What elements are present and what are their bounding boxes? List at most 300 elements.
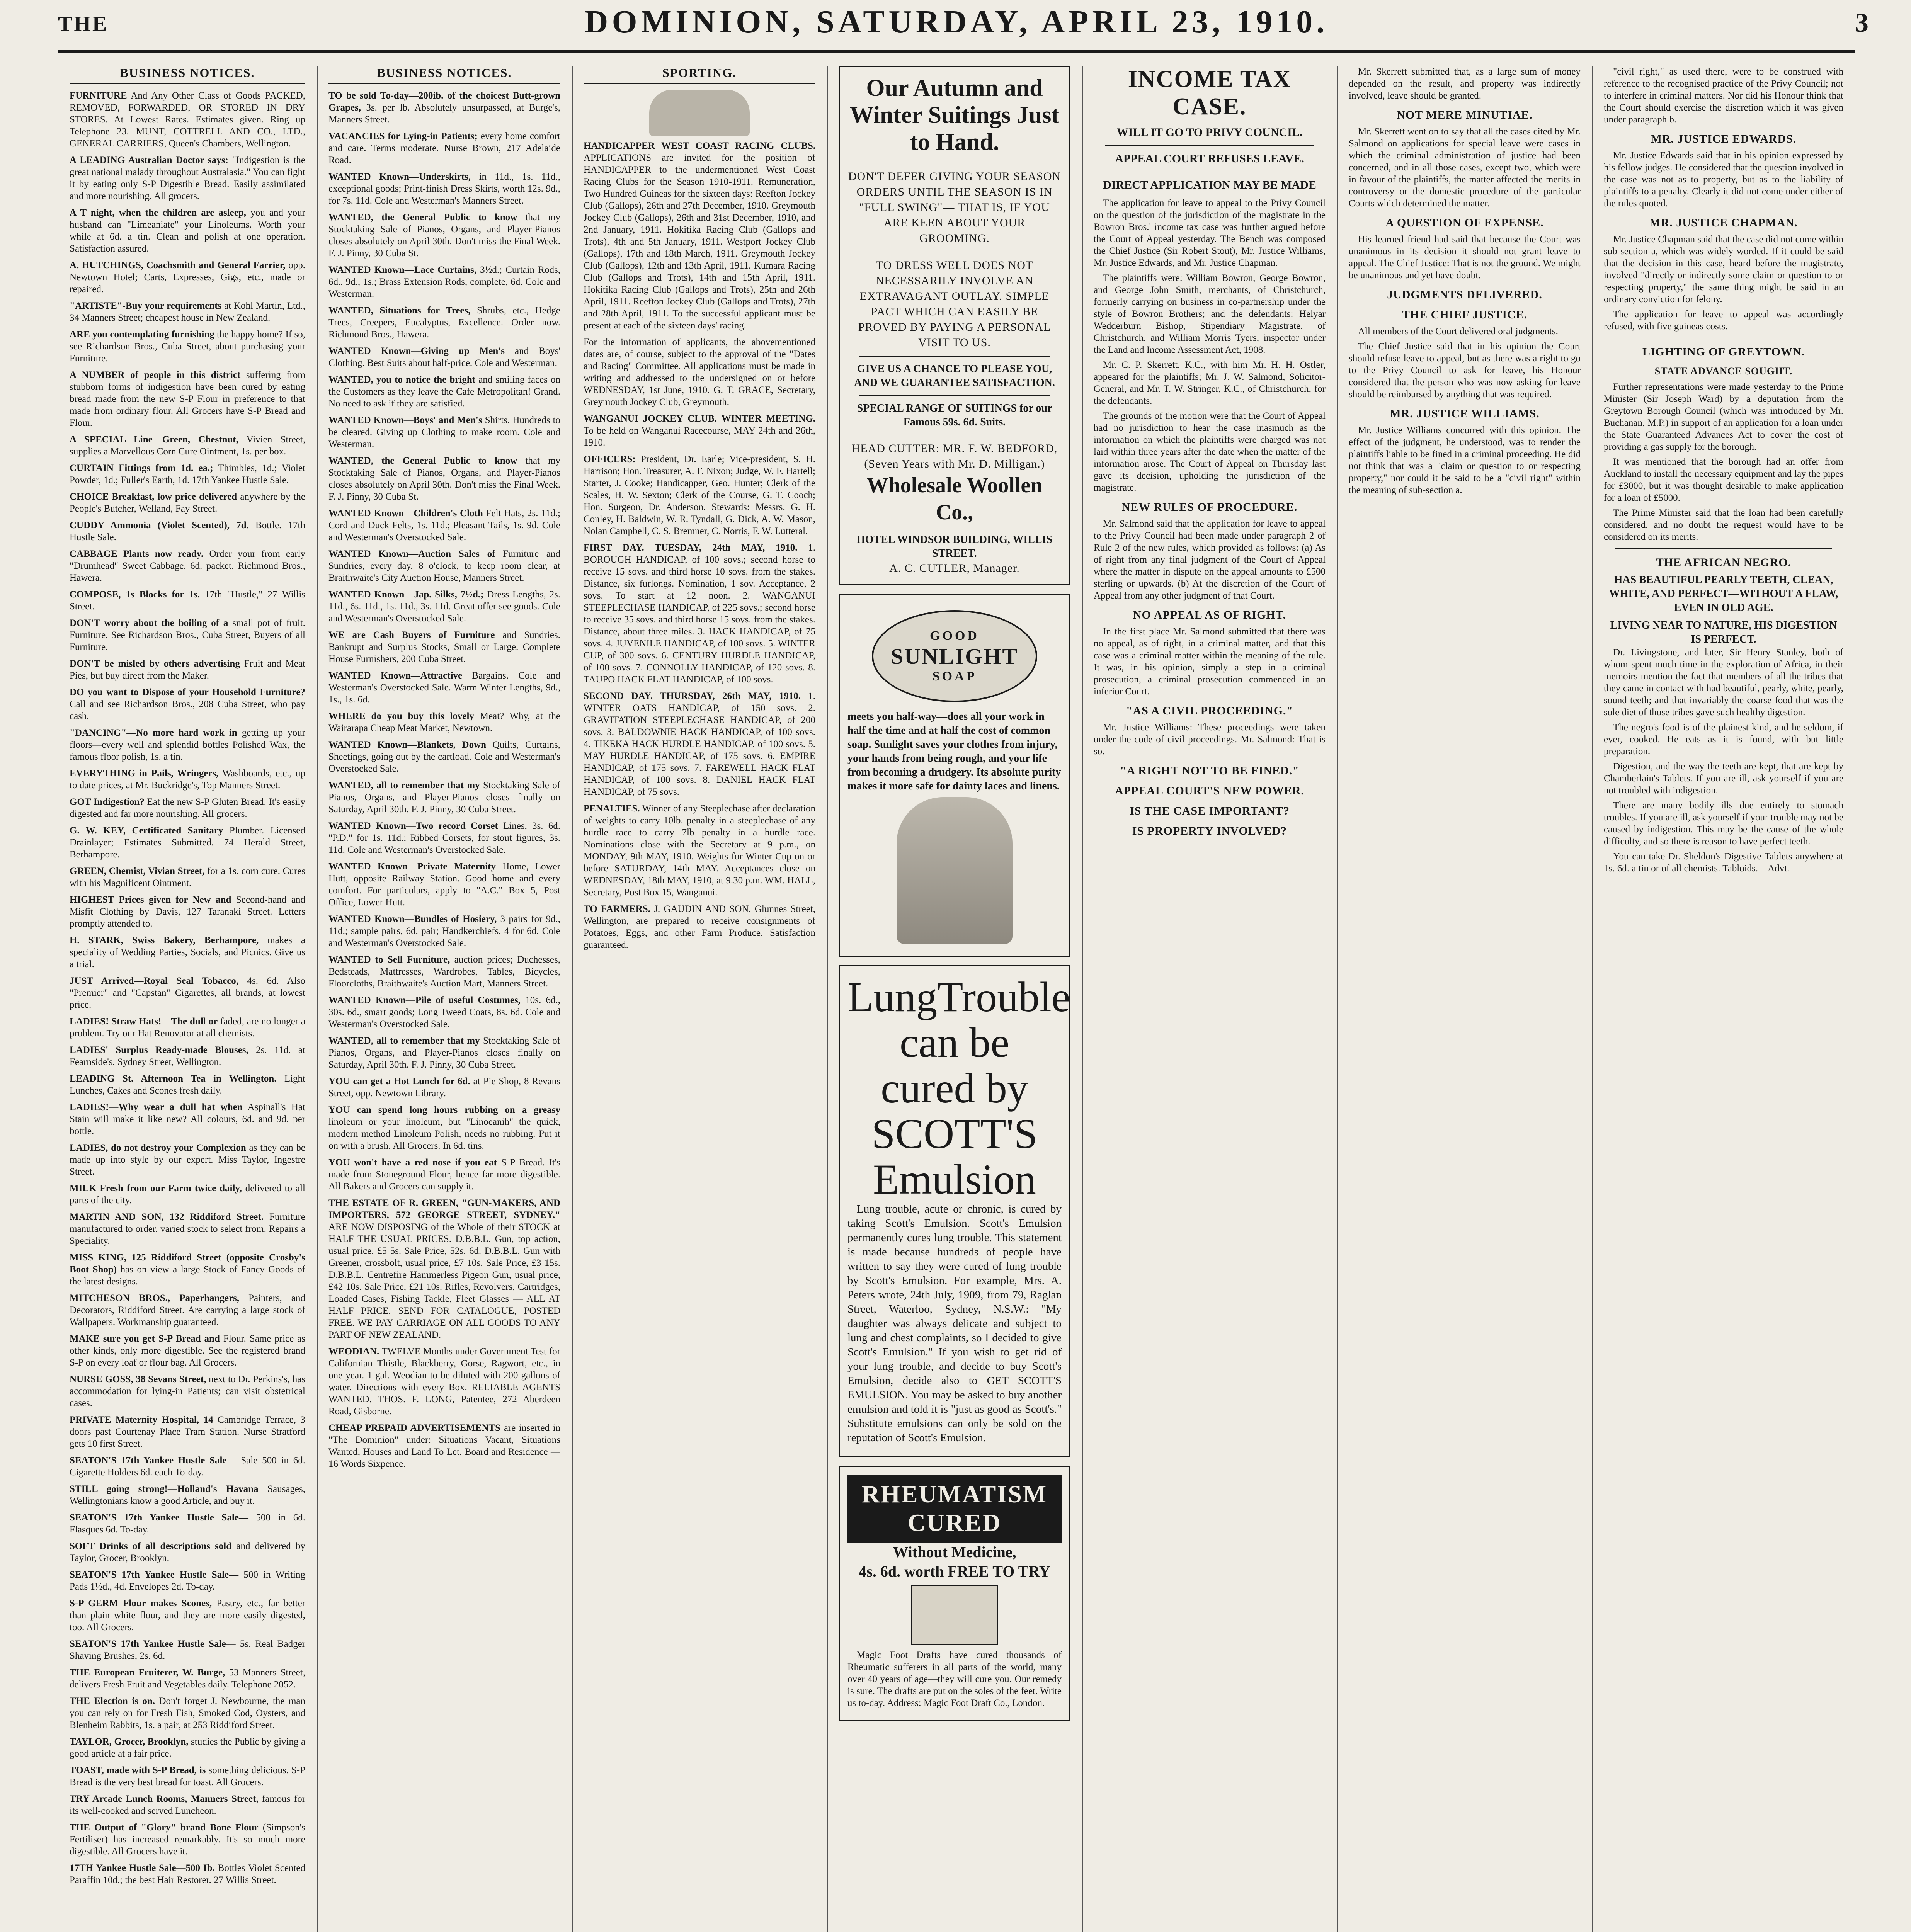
subsection-heading: MR. JUSTICE WILLIAMS. (1390, 407, 1540, 420)
paragraph: His learned friend had said that because the Court was unanimous in its decision it should not grant leave to appeal. The Chief Justice: That is not the ground. We might be unanimous and yet have doubt. (1349, 234, 1581, 281)
article-subheading: APPEAL COURT REFUSES LEAVE. (1115, 152, 1304, 165)
notice-lead: TRY Arcade Lunch Rooms, Manners Street, (70, 1794, 259, 1804)
paragraph: The Prime Minister said that the loan had been carefully considered, and no doubt the request would have to be considered on its merits. (1604, 508, 1843, 542)
notice-lead: EVERYTHING in Pails, Wringers, (70, 768, 219, 779)
ad-special: SPECIAL RANGE OF SUITINGS for our Famous 59s. 6d. Suits. (857, 402, 1052, 428)
notice-text: Shrubs, etc., Hedge Trees, Creepers, Eucalyptus, Excellence. Order now. Richmond Bros., Hawera. (328, 305, 560, 340)
notice-text: 53 Manners Street, delivers Fresh Fruit and Vegetables daily. Telephone 2052. (70, 1667, 305, 1690)
notice-text: famous for its well-cooked and served Luncheon. (70, 1794, 305, 1816)
article-subheading: WILL IT GO TO PRIVY COUNCIL. (1116, 126, 1303, 139)
masthead-title: DOMINION, SATURDAY, APRIL 23, 1910. (584, 4, 1329, 40)
notice-item (328, 739, 560, 775)
notice-text: Felt Hats, 2s. 11d.; Cord and Duck Felts, 1s. 11d.; Pleasant Tails, 1s. 9d. Cole and Westerman's Overstocked Sale. (328, 508, 560, 543)
ad-offer: GIVE US A CHANCE TO PLEASE YOU, AND WE GUARANTEE SATISFACTION. (854, 363, 1055, 389)
notice-text: you and your husband can "Limeaniate" your Linoleums. Worth your while at 6d. a tin. Clean and polish at one operation. Satisfaction assured. (70, 207, 305, 254)
notice-item (70, 1862, 305, 1886)
notice-text: Plumber. Licensed Drainlayer; Estimates Submitted. 74 Herald Street, Berhampore. (70, 825, 305, 860)
notice-text: faded, are no longer a problem. Try our Hat Renovator at all chemists. (70, 1016, 305, 1039)
negro-subheading-2: LIVING NEAR TO NATURE, HIS DIGESTION IS PERFECT. (1610, 619, 1837, 645)
notice-text: the happy home? If so, see Richardson Bros., Cuba Street, about purchasing your Furniture. (70, 329, 305, 364)
notice-lead: FURNITURE (70, 90, 127, 101)
notice-lead: CABBAGE Plants now ready. (70, 549, 204, 559)
notice-text: every home comfort and care. Terms moderate. Nurse Brown, 217 Adelaide Road. (328, 131, 560, 165)
notice-text: TWELVE Months under Government Test for Californian Thistle, Blackberry, Gorse, Ragwort, etc., in one year. 1 gal. Weodian to be diluted with 200 gallons of water. Directions with every Box. RELIABLE AGENTS WANTED. THOS. F. LONG, Patentee, 272 Aberdeen Road, Gisborne. (328, 1346, 560, 1417)
ad-manager: A. C. CUTLER, Manager. (889, 562, 1020, 575)
notice-lead: TO FARMERS. (584, 904, 650, 914)
notice-item (584, 542, 815, 685)
notice-item (70, 825, 305, 861)
notice-item (70, 434, 305, 457)
notice-lead: WANTED Known—Two record Corset (328, 821, 498, 831)
notice-text: next to Dr. Perkins's, has accommodation for lying-in Patients; can visit obstetrical cases. (70, 1374, 305, 1408)
subsection-heading: IS PROPERTY INVOLVED? (1132, 825, 1287, 837)
notice-item (70, 617, 305, 653)
notice-lead: WANTED Known—Bundles of Hosiery, (328, 914, 497, 924)
notice-item (328, 171, 560, 207)
notice-text: small pot of fruit. Furniture. See Richardson Bros., Cuba Street, Buyers of all Furniture. (70, 618, 305, 652)
rheum-title: RHEUMATISM CURED (847, 1475, 1062, 1543)
notice-lead: CUDDY Ammonia (Violet Scented), 7d. (70, 520, 249, 531)
notice-text: Sale 500 in 6d. Cigarette Holders 6d. each To-day. (70, 1455, 305, 1478)
notice-text: Bottle. 17th Hustle Sale. (70, 520, 305, 543)
laundry-figure-illustration (897, 797, 1013, 944)
paragraph: Mr. Skerrett went on to say that all the cases cited by Mr. Salmond on applications for special leave were cases in which the criminal administration of justice had been concerned, and in all those cases, except two, which were in favour of the plaintiffs, the matter affected the merits in controversy or the domestic procedure of the particular Courts which determined the matter. (1349, 126, 1581, 209)
notice-item (70, 1695, 305, 1731)
notice-text: Painters, and Decorators, Riddiford Street. Are carrying a large stock of Wallpapers. Workmanship guaranteed. (70, 1293, 305, 1327)
notice-lead: GREEN, Chemist, Vivian Street, (70, 866, 205, 876)
column-income-tax-case (1094, 66, 1326, 1932)
notice-text: 5s. Real Badger Shaving Brushes, 2s. 6d. (70, 1639, 305, 1661)
notice-text: 500 in 6d. Flasques 6d. To-day. (70, 1512, 305, 1535)
notice-lead: WANTED, the General Public to know (328, 212, 517, 223)
notice-item (70, 1638, 305, 1662)
notice-text: at Pie Shop, 8 Revans Street, opp. Newtown Library. (328, 1076, 560, 1099)
notice-item (584, 903, 815, 951)
notice-lead: THE Election is on. (70, 1696, 155, 1706)
notice-item (328, 211, 560, 259)
notice-text: 3½d.; Curtain Rods, 6d., 9d., 1s.; Brass Extension Rods, complete, 6d. Cole and Westerman. (328, 265, 560, 299)
notice-item (328, 1075, 560, 1099)
paragraph: It was mentioned that the borough had an offer from Auckland to install the necessary equipment and lay the pipes for £3000, but it was thought desirable to make application for a loan of £5000. (1604, 457, 1843, 503)
ad-rule (859, 356, 1050, 357)
notice-text: Second-hand and Misfit Clothing by Davis, 127 Taranaki Street. Letters promptly attended to. (70, 895, 305, 929)
paragraph: Further representations were made yesterday to the Prime Minister (Sir Joseph Ward) by a deputation from the Greytown Borough Council (which was introduced by Mr. Buchanan, M.P.) in support of an application for a loan under the State Guaranteed Advances Act to cover the cost of providing a gas supply for the borough. (1604, 382, 1843, 452)
subsection-heading: MR. JUSTICE CHAPMAN. (1649, 216, 1798, 229)
notice-lead: WANTED, all to remember that my (328, 780, 480, 791)
ad-body: DON'T DEFER GIVING YOUR SEASON ORDERS UNTIL THE SEASON IS IN "FULL SWING"— THAT IS, IF YOU ARE KEEN ABOUT YOUR GROOMING. (848, 170, 1061, 245)
subsection-heading: NOT MERE MINUTIAE. (1397, 109, 1533, 121)
notice-lead: WANTED Known—Auction Sales of (328, 549, 495, 559)
notice-item (328, 913, 560, 949)
notice-item (584, 140, 815, 332)
notice-lead: CHOICE Breakfast, low price delivered (70, 492, 237, 502)
notice-lead: CHEAP PREPAID ADVERTISEMENTS (328, 1423, 501, 1433)
column-business-notices-1 (70, 66, 305, 1932)
notice-item (70, 658, 305, 682)
scott-body: Lung trouble, acute or chronic, is cured by taking Scott's Emulsion. Scott's Emulsion permanently cures lung trouble. This statement is made because hundreds of people have written to say they were cured of lung trouble by Scott's Emulsion. For example, Mrs. A. Peters wrote, 24th July, 1909, from 79, Raglan Street, Waterloo, Sydney, N.S.W.: "My daughter was always delicate and subject to lung and chest complaints, so I decided to give Scott's Emulsion." If you wish to get rid of your lung trouble, and decide to buy Scott's Emulsion, decide also to GET SCOTT'S EMULSION. You may be asked to buy another emulsion and told it is "just as good as Scott's." Substitute emulsions can only be sold on the reputation of Scott's Emulsion. (847, 1203, 1062, 1444)
notice-lead: ARE you contemplating furnishing (70, 329, 214, 340)
notice-item (70, 90, 305, 150)
notice-lead: GOT Indigestion? (70, 797, 145, 807)
notice-item (328, 588, 560, 624)
notice-item (70, 1142, 305, 1178)
notice-text: delivered to all parts of the city. (70, 1183, 305, 1206)
notice-item (70, 1211, 305, 1247)
masthead (0, 0, 1911, 46)
notice-lead: WANTED, the General Public to know (328, 456, 517, 466)
notice-lead: THE Output of "Glory" brand Bone Flour (70, 1822, 259, 1833)
paragraph: "civil right," as used there, were to be construed with reference to the recognised practice of the Privy Council; not to interfere in criminal matters. Nor did his Honour think that the Court should exercise the discretion which it was given under paragraph b. (1604, 66, 1843, 125)
notice-item (70, 259, 305, 295)
notice-item (70, 1292, 305, 1328)
notice-lead: WEODIAN. (328, 1346, 379, 1357)
notice-item (70, 796, 305, 820)
notice-lead: CURTAIN Fittings from 1d. ea.; (70, 463, 213, 473)
notice-text: Sausages, Wellingtonians know a good Article, and buy it. (70, 1484, 305, 1506)
notice-text: ARE NOW DISPOSING of the Whole of their STOCK at HALF THE USUAL PRICES. D.B.B.L. Gun, top action, usual price, £5 5s. Sale Price, 52s. 6d. D.B.B.L. Gun with Greener, crossbolt, usual price, £7 10s. Sale Price, £3 15s. D.B.B.L. Centrefire Hammerless Pigeon Gun, usual price, £42 10s. Sale Price, £21 10s. Rifles, Revolvers, Cartridges, Loaded Cases, Fishing Tackle, Fleet Glasses — ALL AT HALF PRICE. SEND FOR CATALOGUE, POSTED FREE. WE PAY CARRIAGE ON ALL GOODS TO ANY PART OF NEW ZEALAND. (328, 1222, 560, 1340)
notice-item (584, 803, 815, 898)
notice-lead: LADIES, do not destroy your Complexion (70, 1143, 246, 1153)
notice-text: S-P Bread. It's made from Stoneground Flour, hence far more digestible. All Bakers and Grocers can supply it. (328, 1157, 560, 1192)
notice-lead: TAYLOR, Grocer, Brooklyn, (70, 1736, 189, 1747)
notice-text: For the information of applicants, the abovementioned dates are, of course, subject to the approval of the "Dates and Racing" Committee. All applications must be made in writing and addressed to the undersigned on or before WEDNESDAY, 1st June, 1910. G. T. GRACE, Secretary, Greymouth Jockey Club, Greymouth. (584, 337, 815, 407)
notice-item (70, 865, 305, 889)
notice-list (328, 90, 560, 1470)
subsection-heading: MR. JUSTICE EDWARDS. (1651, 133, 1797, 145)
notice-text: Order your from early "Drumhead" Sweet Cabbage, 6d. packet. Richmond Bros., Hawera. (70, 549, 305, 583)
page-number: 3 (1855, 8, 1868, 38)
article-body (1349, 66, 1581, 496)
notice-text: something delicious. S-P Bread is the very best bread for toast. All Grocers. (70, 1765, 305, 1787)
column-business-notices-2 (328, 66, 560, 1932)
column-divider (1592, 66, 1593, 1932)
notice-text: J. GAUDIN AND SON, Glunnes Street, Wellington, are prepared to receive consignments of Potatoes, Eggs, and other Farm Produce. Satisfaction guaranteed. (584, 904, 815, 950)
article-headline: INCOME TAX CASE. (1128, 66, 1292, 120)
notice-item (328, 507, 560, 543)
notice-item (70, 934, 305, 970)
rheum-price: 4s. 6d. worth FREE TO TRY (859, 1563, 1050, 1580)
notice-item (70, 300, 305, 324)
notice-item (328, 779, 560, 815)
notice-item (70, 1252, 305, 1287)
notice-lead: "DANCING"—No more hard work in (70, 728, 237, 738)
notice-item (70, 154, 305, 202)
rheum-body: Magic Foot Drafts have cured thousands of Rheumatic sufferers in all parts of the world, many over 40 years of age—they will cure you. Our remedy is sure. The drafts are put on the soles of the feet. Write us to-day. Address: Magic Foot Draft Co., London. (847, 1650, 1062, 1708)
notice-text: Meat? Why, at the Wairarapa Cheap Meat Market, Newtown. (328, 711, 560, 733)
notice-text: Stocktaking Sale of Pianos, Organs, and Player-Pianos closes finally on Saturday, April 30th. F. J. Pinny, 30 Cuba Street. (328, 780, 560, 815)
notice-item (328, 820, 560, 856)
notice-item (328, 629, 560, 665)
notice-item (70, 1101, 305, 1137)
notice-lead: WE are Cash Buyers of Furniture (328, 630, 495, 640)
soap-brand: SUNLIGHT (890, 643, 1019, 669)
notice-lead: HANDICAPPER WEST COAST RACING CLUBS. (584, 141, 815, 151)
notice-lead: WANTED Known—Lace Curtains, (328, 265, 476, 275)
notice-lead: PENALTIES. (584, 803, 640, 814)
notice-text: and Boys' Clothing. Best Suits about half-price. Cole and Westerman. (328, 346, 560, 368)
foot-draft-package-illustration (911, 1585, 998, 1645)
notice-item (70, 1764, 305, 1788)
paragraph: Mr. Justice Chapman said that the case did not come within sub-section a, which was widely worded. If it could be said that the decision in this case, heard before the magistrate, involved "directly or indirectly some claim or question to or respecting property," the same thing might be said in an ordinary conviction for felony. (1604, 234, 1843, 304)
notice-text: that my Stocktaking Sale of Pianos, Organs, and Player-Pianos closes absolutely on April 30th. Don't miss the Final Week. F. J. Pinny, 30 Cuba St. (328, 456, 560, 502)
notice-text: Eat the new S-P Gluten Bread. It's easily digested and far more nourishing. All grocers. (70, 797, 305, 819)
notice-text: anywhere by the People's Butcher, Welland, Fay Street. (70, 492, 305, 514)
notice-item (70, 588, 305, 612)
notice-text: Pastry, etc., far better than plain white flour, and they are more easily digested, too. All Grocers. (70, 1598, 305, 1633)
masthead-the: THE (58, 12, 109, 36)
notice-lead: MAKE sure you get S-P Bread and (70, 1333, 220, 1344)
notice-text: Call and see Richardson Bros., 208 Cuba Street, who pay cash. (70, 699, 305, 721)
subsection-heading: "AS A CIVIL PROCEEDING." (1126, 704, 1293, 717)
notice-lead: WANTED Known—Underskirts, (328, 172, 471, 182)
notice-item (70, 1483, 305, 1507)
paragraph: The application for leave to appeal was accordingly refused, with five guineas costs. (1604, 309, 1843, 332)
notice-text: APPLICATIONS are invited for the position of HANDICAPPER to the undermentioned West Coast Racing Clubs for the Season 1910-1911. Remuneration, Two Hundred Guineas for the sixteen days: Reefton Jockey Club (Gallops), 26th and 27th December, 1910. Greymouth Jockey Club (Gallops), 26th and 31st December, 1910, and 2nd January, 1911. Hokitika Racing Club (Gallops and Trots), 4th and 5th January, 1911. Westport Jockey Club (Gallops), 17th and 18th March, 1911. Greymouth Jockey Club (Gallops), 12th and 13th April, 1911. Kumara Racing Club (Gallops and Trots), 14th and 15th April, 1911. Hokitika Racing Club (Gallops and Trots), 25th and 26th April, 1911. Reefton Jockey Club (Gallops and Trots), 27th and 28th April, 1911. To the successful applicant must be present at each of the sixteen days' racing. (584, 153, 815, 331)
notice-lead: WANTED Known—Children's Cloth (328, 508, 483, 519)
notice-list (70, 90, 305, 1886)
notice-lead: DON'T be misled by others advertising (70, 658, 240, 669)
column-divider (1337, 66, 1338, 1932)
subsection-heading: APPEAL COURT'S NEW POWER. (1115, 784, 1305, 797)
ad-rule (859, 395, 1050, 396)
notice-item (328, 1345, 560, 1417)
subsection-heading: NEW RULES OF PROCEDURE. (1121, 501, 1298, 514)
section-heading: BUSINESS NOTICES. (70, 66, 305, 84)
soap-good: GOOD (930, 628, 979, 643)
paragraph: The negro's food is of the plainest kind, and he seldom, if ever, cooked. He eats as it is found, with but little preparation. (1604, 722, 1843, 757)
paragraph: Mr. Skerrett submitted that, as a large sum of money depended on the result, and property was indirectly involved, leave should be granted. (1349, 66, 1581, 101)
sunlight-soap-advertisement (839, 594, 1070, 957)
notice-text: "Indigestion is the great national malady throughout Australasia." You can fight it by eating only S-P Digestible Bread. Easily assimilated and more nourishing. All grocers. (70, 155, 305, 201)
section-heading: BUSINESS NOTICES. (328, 66, 560, 84)
notice-lead: LADIES! Straw Hats!—The dull or (70, 1016, 218, 1027)
ad-title: Our Autumn and Winter Suitings Just to Hand. (849, 75, 1060, 155)
notice-text: Lines, 3s. 6d. "P.D." for 1s. 11d.; Ribbed Corsets, for stout figures, 3s. 11d. Cole and Westerman's Overstocked Sale. (328, 821, 560, 855)
negro-headline: THE AFRICAN NEGRO. (1656, 556, 1792, 569)
notice-lead: SEATON'S 17th Yankee Hustle Sale— (70, 1455, 237, 1466)
notice-item (70, 1821, 305, 1857)
notice-item (328, 1197, 560, 1341)
notice-text: Flour. Same price as other kinds, only more digestible. See the registered brand S-P on every loaf or flour bag. All Grocers. (70, 1333, 305, 1368)
notice-lead: SEATON'S 17th Yankee Hustle Sale— (70, 1512, 248, 1523)
notice-item (70, 207, 305, 255)
racehorse-illustration (649, 90, 750, 136)
notice-lead: OFFICERS: (584, 454, 636, 464)
notice-lead: WANTED Known—Pile of useful Costumes, (328, 995, 521, 1005)
notice-lead: MITCHESON BROS., Paperhangers, (70, 1293, 240, 1303)
notice-item (328, 90, 560, 126)
notice-text: Don't forget J. Newbourne, the man you can rely on for Fresh Fish, Smoked Cod, Oysters, and Blenheim Rabbits, 1s. a pair, at 253 Riddiford Street. (70, 1696, 305, 1730)
column-income-tax-continued (1349, 66, 1581, 1932)
notice-lead: PRIVATE Maternity Hospital, 14 (70, 1415, 213, 1425)
notice-lead: MISS KING, 125 Riddiford Street (opposite Crosby's Boot Shop) (70, 1252, 305, 1275)
notice-lead: SEATON'S 17th Yankee Hustle Sale— (70, 1570, 239, 1580)
notice-item (70, 975, 305, 1011)
notice-text: linoleum or your linoleum, but "Linoeanih" the quick, modern method Linoleum Polish, needs no rubbing. Put it on with a brush. All Grocers. In 6d. tins. (328, 1117, 560, 1151)
notice-item (70, 519, 305, 543)
notice-lead: WANTED Known—Blankets, Down (328, 740, 487, 750)
notice-text: for a 1s. corn cure. Cures with his Magnificent Ointment. (70, 866, 305, 888)
notice-item (70, 1793, 305, 1817)
notice-text: and delivered by Taylor, Grocer, Brooklyn. (70, 1541, 305, 1563)
notice-item (70, 328, 305, 364)
notice-text: Aspinall's Hat Stain will make it like new? All colours, 6d. and 9d. per bottle. (70, 1102, 305, 1136)
subsection-heading: "A RIGHT NOT TO BE FINED." (1120, 764, 1299, 777)
notice-item (584, 336, 815, 408)
notice-lead: WANTED, you to notice the bright (328, 374, 476, 385)
notice-item (328, 130, 560, 166)
column-divider (827, 66, 828, 1932)
notice-lead: THE ESTATE OF R. GREEN, "GUN-MAKERS, AND IMPORTERS, 572 GEORGE STREET, SYDNEY." (328, 1198, 560, 1220)
notice-lead: FIRST DAY. TUESDAY, 24th MAY, 1910. (584, 543, 798, 553)
top-rule (58, 50, 1855, 53)
ad-firm-name: Wholesale Woollen Co., (866, 473, 1043, 524)
rheum-subtitle: Without Medicine, (893, 1543, 1016, 1561)
notice-lead: HIGHEST Prices given for New and (70, 895, 231, 905)
article-body (1094, 197, 1326, 838)
notice-lead: WHERE do you buy this lovely (328, 711, 474, 721)
notice-lead: WANTED Known—Boys' and Men's (328, 415, 482, 425)
ad-address: HOTEL WINDSOR BUILDING, WILLIS STREET. (856, 534, 1053, 560)
notice-text: and Sundries. Bankrupt and Surplus Stocks, Small or Large. Complete House Furnishers, 200 Cuba Street. (328, 630, 560, 664)
notice-lead: YOU can spend long hours rubbing on a greasy (328, 1105, 560, 1115)
notice-text: 3 pairs for 9d., 11d.; sample pairs, 6d. pair; Handkerchiefs, 4 for 6d. Cole and Westerman's Overstocked Sale. (328, 914, 560, 948)
notice-text: (Simpson's Fertiliser) has increased remarkably. It's so much more digestible. All Grocers have it. (70, 1822, 305, 1857)
notice-lead: SECOND DAY. THURSDAY, 26th MAY, 1910. (584, 691, 801, 701)
notice-item (328, 264, 560, 300)
notice-lead: S-P GERM Flour makes Scones, (70, 1598, 212, 1609)
soap-body: meets you half-way—does all your work in half the time and at half the cost of common soap. Sunlight saves your clothes from injury, your hands from being rough, and your life from becoming a drudgery. Its absolute purity makes it more safe for dainty laces and linens. (847, 711, 1061, 792)
notice-text: Stocktaking Sale of Pianos, Organs, and Player-Pianos closes finally on Saturday, April 30th. F. J. Pinny, 30 Cuba Street. (328, 1036, 560, 1070)
notice-lead: A T night, when the children are asleep, (70, 207, 247, 218)
notice-item (584, 690, 815, 798)
notice-text: President, Dr. Earle; Vice-president, S. H. Harrison; Hon. Treasurer, A. F. Nixon; Judge, W. F. Hartell; Starter, J. Cooke; Handicapper, Geo. Hunter; Clerk of the Scales, H. W. Sexton; Clerk of the Course, G. T. Cooch; Hon. Surgeon, Dr. Anderson. Stewards: Messrs. G. H. Conley, H. Baldwin, W. R. Tyndall, G. Dick, A. W. Mason, Nolan Campbell, C. S. Bremner, C. Norris, F. W. Lutteral. (584, 454, 815, 536)
notice-item (328, 670, 560, 706)
notice-text: Cambridge Terrace, 3 doors past Courtenay Place Tram Station. Nurse Stratford gets 10 first Street. (70, 1415, 305, 1449)
notice-item (70, 1512, 305, 1536)
notice-text: Bottles Violet Scented Paraffin 10d.; the best Hair Restorer. 27 Willis Street. (70, 1863, 305, 1885)
scott-title: LungTrouble can be cured by SCOTT'S Emulsion (847, 973, 1070, 1203)
notice-lead: LEADING St. Afternoon Tea in Wellington. (70, 1073, 277, 1084)
paragraph: Mr. C. P. Skerrett, K.C., with him Mr. H. H. Ostler, appeared for the plaintiffs; Mr. J. W. Salmond, Solicitor-General, and Mr. T. W. Stringer, K.C., of Christchurch, for the defendants. (1094, 360, 1326, 406)
notice-text: makes a speciality of Wedding Parties, Socials, and Picnics. Give us a trial. (70, 935, 305, 969)
notice-lead: WANTED Known—Private Maternity (328, 861, 496, 872)
ad-cutter: HEAD CUTTER: MR. F. W. BEDFORD, (Seven Years with Mr. D. Milligan.) (851, 442, 1058, 470)
notice-item (328, 548, 560, 584)
notice-text: Fruit and Meat Pies, but buy direct from the Maker. (70, 658, 305, 681)
notice-item (584, 453, 815, 537)
paragraph: The plaintiffs were: William Bowron, George Bowron, and George John Smith, merchants, of Christchurch, formerly carrying on business in co-partnership under the style of Bowron Brothers; and the defendants: Helyar Wedderburn Bishop, Stipendiary Magistrate, of Christchurch, and William Morris Tyers, inspector under the Land and Income Assessment Act, 1908. (1094, 273, 1326, 355)
notice-lead: SEATON'S 17th Yankee Hustle Sale— (70, 1639, 236, 1649)
notice-item (70, 491, 305, 515)
notice-lead: COMPOSE, 1s Blocks for 1s. (70, 589, 200, 600)
notice-text: Furniture and Sundries, every day, 8 o'clock, to keep room clear, at Braithwaite's City Auction House, Manners Street. (328, 549, 560, 583)
column-judgments-and-news (1604, 66, 1843, 1932)
paragraph: Mr. Salmond said that the application for leave to appeal to the Privy Council had been made under paragraph 2 of Rule 2 of the new rules, which provided as follows: (a) As of right from any final judgment of the Court of Appeal where the matter in dispute on the appeal amounts to £500 sterling or upwards. (b) At the discretion of the Court of Appeal from any other judgment of that Court. (1094, 519, 1326, 601)
notice-lead: TO be sold To-day—200ib. of the choicest Butt-grown Grapes, (328, 90, 560, 113)
notice-item (70, 1073, 305, 1097)
notice-item (328, 994, 560, 1030)
soap-label: SOAP (932, 669, 977, 684)
notice-lead: A. HUTCHINGS, Coachsmith and General Farrier, (70, 260, 286, 270)
notice-text: Light Lunches, Cakes and Scones fresh daily. (70, 1073, 305, 1096)
notice-text: suffering from stubborn forms of indigestion have been cured by eating bread made from the new S-P Flour in preference to that made from ordinary flour. All Grocers have S-P Bread and Flour. (70, 370, 305, 428)
notice-item (70, 894, 305, 930)
notice-item (328, 1035, 560, 1071)
notice-lead: WANTED to Sell Furniture, (328, 954, 450, 965)
notice-item (328, 455, 560, 503)
article-body (1604, 66, 1843, 332)
notice-text: 3s. per lb. Absolutely unsurpassed, at Burge's, Manners Street. (328, 102, 560, 125)
notice-lead: DON'T worry about the boiling of a (70, 618, 228, 628)
notice-text: studies the Public by giving a good article at a fair price. (70, 1736, 305, 1759)
paragraph: Mr. Justice Williams: These proceedings were taken under the code of civil proceedings. Mr. Salmond: That is so. (1094, 722, 1326, 757)
subsection-heading: JUDGMENTS DELIVERED. (1387, 288, 1542, 301)
notice-list (584, 140, 815, 951)
subsection-heading: THE CHIEF JUSTICE. (1402, 308, 1528, 321)
subsection-heading: NO APPEAL AS OF RIGHT. (1133, 609, 1286, 621)
ad-body: TO DRESS WELL DOES NOT NECESSARILY INVOLVE AN EXTRAVAGANT OUTLAY. SIMPLE PACT WHICH CAN EASILY BE PROVED BY PAYING A PERSONAL VISIT TO US. (858, 259, 1051, 349)
subsection-heading: IS THE CASE IMPORTANT? (1129, 804, 1290, 817)
notice-item (70, 1015, 305, 1039)
article-rule (1615, 548, 1832, 549)
notice-lead: WANTED, all to remember that my (328, 1036, 480, 1046)
notice-lead: A NUMBER of people in this district (70, 370, 241, 380)
column-advertisements (839, 66, 1070, 1932)
paragraph: There are many bodily ills due entirely to stomach troubles. If you are ill, ask yourself if your trouble may not be caused by indigestion. This may be the cause of the whole difficulty, and so there is reason to have perfect teeth. (1604, 800, 1843, 847)
notice-text: Thimbles, 1d.; Violet Powder, 1d.; Fuller's Earth, 1d. 17th Yankee Hustle Sale. (70, 463, 305, 485)
notice-item (70, 1414, 305, 1450)
notice-lead: A LEADING Australian Doctor says: (70, 155, 228, 165)
notice-lead: WANTED Known—Giving up Men's (328, 346, 505, 356)
notice-text: Shirts. Hundreds to be cleared. Giving up Clothing to make room. Cole and Westerman. (328, 415, 560, 449)
paragraph: Mr. Justice Williams concurred with this opinion. The effect of the judgment, he understood, was to render the plaintiffs liable to be fined in a criminal proceeding. He did not think that was a "claim or question to or respecting property," nor could it be said to be a "civil right" within the meaning of sub-section a. (1349, 425, 1581, 495)
notice-item (70, 548, 305, 584)
notice-item (328, 1104, 560, 1152)
notice-item (70, 767, 305, 791)
notice-lead: THE European Fruiterer, W. Burge, (70, 1667, 225, 1678)
notice-lead: DO you want to Dispose of your Household Furniture? (70, 687, 305, 697)
notice-lead: JUST Arrived—Royal Seal Tobacco, (70, 976, 239, 986)
notice-text: Quilts, Curtains, Sheetings, going out by the cartload. Cole and Westerman's Overstocked Sale. (328, 740, 560, 774)
notice-lead: WANGANUI JOCKEY CLUB. WINTER MEETING. (584, 413, 815, 424)
notice-text: And Any Other Class of Goods PACKED, REMOVED, FORWARDED, OR STORED IN DRY STORES. At Lowest Rates. Estimates given. Ring up Telephone 23. MUNT, COTTRELL AND CO., LTD., GENERAL CARRIERS, Queen's Chambers, Wellington. (70, 90, 305, 149)
notice-text: getting up your floors—every well and splendid bottles Polished Wax, the famous floor polish, 1s. a tin. (70, 728, 305, 762)
notice-text: 4s. 6d. Also "Premier" and "Capstan" Cigarettes, all brands, at lowest price. (70, 976, 305, 1010)
notice-text: that my Stocktaking Sale of Pianos, Organs, and Player-Pianos closes absolutely on April 30th. Don't miss the Final Week. F. J. Pinny, 30 Cuba St. (328, 212, 560, 259)
notice-lead: 17TH Yankee Hustle Sale—500 Ib. (70, 1863, 215, 1873)
soap-bar-illustration (872, 610, 1037, 702)
notice-text: in 11d., 1s. 11d., exceptional goods; Print-finish Dress Skirts, worth 12s. 9d., for 7s. 11d. Cole and Westerman's Manners Street. (328, 172, 560, 206)
notice-lead: YOU won't have a red nose if you eat (328, 1157, 497, 1168)
notice-item (328, 1422, 560, 1470)
notice-item (70, 686, 305, 722)
notice-lead: WANTED Known—Attractive (328, 670, 463, 681)
column-divider (1082, 66, 1083, 1932)
notice-lead: VACANCIES for Lying-in Patients; (328, 131, 478, 141)
rheumatism-advertisement (839, 1466, 1070, 1721)
notice-lead: "ARTISTE"-Buy your requirements (70, 301, 222, 311)
notice-item (70, 1333, 305, 1369)
greytown-subheading: STATE ADVANCE SOUGHT. (1654, 366, 1793, 377)
notice-text: 500 in Writing Pads 1½d., 4d. Envelopes 2d. To-day. (70, 1570, 305, 1592)
notice-lead: STILL going strong!—Holland's Havana (70, 1484, 259, 1494)
notice-lead: A SPECIAL Line—Green, Chestnut, (70, 434, 238, 445)
notice-lead: H. STARK, Swiss Bakery, Berhampore, (70, 935, 259, 946)
notice-text: auction prices; Duchesses, Bedsteads, Mattresses, Wardrobes, Tables, Bicycles, Floorcloths, Braithwaite's Auction Mart, Manners Street. (328, 954, 560, 989)
column-divider (572, 66, 573, 1932)
notice-lead: LADIES' Surplus Ready-made Blouses, (70, 1045, 248, 1055)
